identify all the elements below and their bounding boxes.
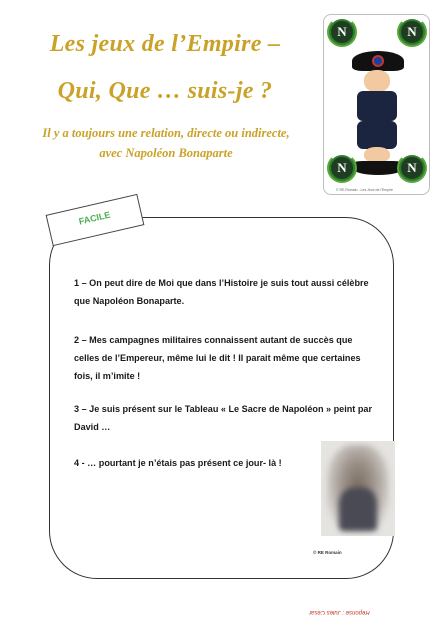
n-badge-icon: N [399, 19, 425, 45]
blurred-portrait-image [321, 441, 395, 536]
difficulty-label: FACILE [77, 209, 112, 227]
page-title-line-1: Les jeux de l’Empire – [49, 31, 281, 57]
n-badge-icon: N [329, 155, 355, 181]
cockade-icon [372, 55, 384, 67]
answer-text-upside-down: Réponse : Jules César [309, 609, 370, 615]
card-footer: © RE Romain - Les Jeux de l'Empire [336, 188, 393, 192]
n-badge-icon: N [399, 155, 425, 181]
question-1: 1 – On peut dire de Moi que dans l’Histoire je suis tout aussi célèbre que Napoléon Bonaparte. [74, 278, 369, 306]
question-2: 2 – Mes campagnes militaires connaissent autant de succès que celles de l’Empereur, même lui le dit ! Il parait même que certaines fois, il m’imite ! [74, 335, 361, 381]
copyright-text: © RE Romain [313, 550, 342, 555]
napoleon-face-icon [364, 70, 390, 92]
subtitle-line-1: Il y a toujours une relation, directe ou indirecte, [42, 126, 290, 140]
question-3: 3 – Je suis présent sur le Tableau « Le Sacre de Napoléon » peint par David … [74, 404, 373, 432]
subtitle-line-2: avec Napoléon Bonaparte [99, 146, 233, 160]
page-title-line-2: Qui, Que … suis-je ? [57, 78, 273, 104]
question-4: 4 - … pourtant je n’étais pas présent ce jour- là ! [74, 458, 282, 468]
napoleon-coat-icon [357, 91, 397, 121]
napoleon-coat-mirrored-icon [357, 121, 397, 149]
n-badge-icon: N [329, 19, 355, 45]
napoleon-playing-card [323, 14, 430, 195]
